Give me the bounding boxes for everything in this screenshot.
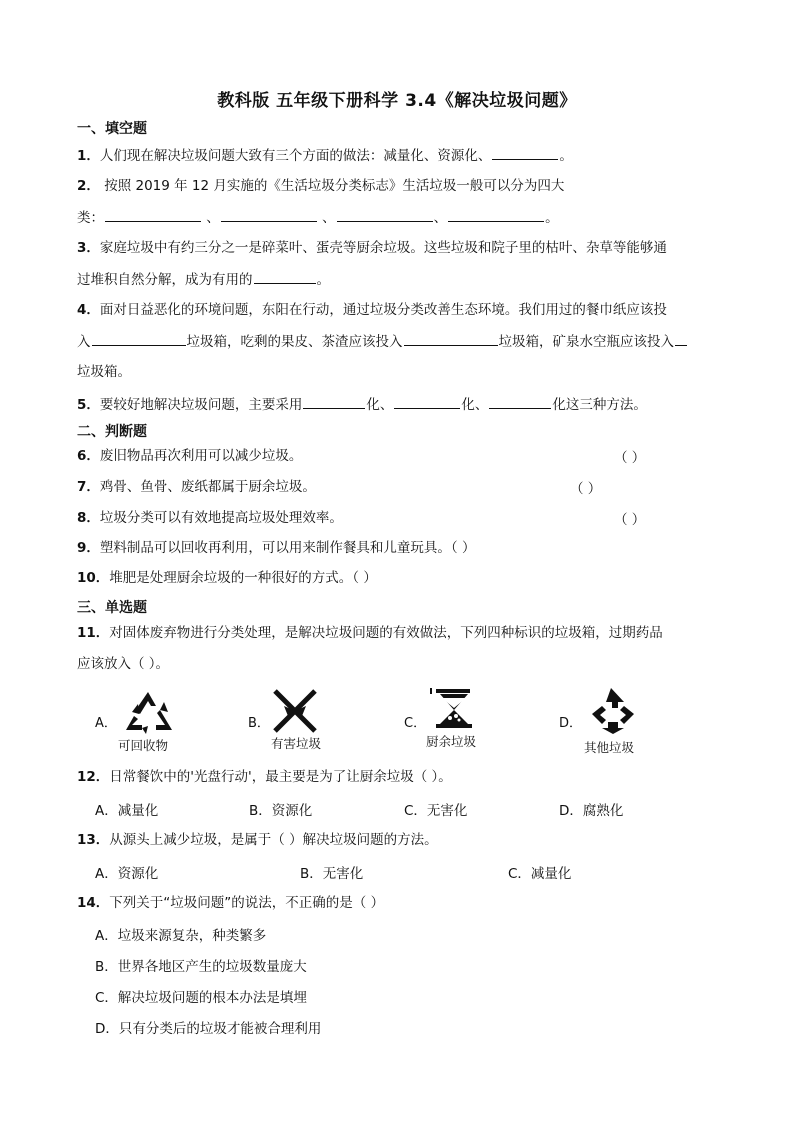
question-8 (77, 508, 343, 528)
question-text: 垃圾分类可以有效地提高垃圾处理效率。 (99, 510, 343, 526)
answer-blank[interactable] (337, 207, 433, 222)
question-number: 7． (77, 479, 100, 495)
question-text: 面对日益恶化的环境问题，东阳在行动，通过垃圾分类改善生态环境。我们用过的餐巾纸应该投 (99, 302, 667, 318)
option-d[interactable]: D．腐熟化 (559, 803, 624, 819)
question-text: 塑料制品可以回收再利用，可以用来制作餐具和儿童玩具。（ ） (99, 540, 476, 556)
question-number: 10． (77, 570, 110, 586)
punctuation: 。 (559, 148, 573, 164)
question-1 (77, 145, 573, 166)
question-number: 1． (77, 148, 100, 164)
question-text: 家庭垃圾中有约三分之一是碎菜叶、蛋壳等厨余垃圾。这些垃圾和院子里的枯叶、杂草等能够通 (99, 240, 667, 256)
question-text: 垃圾箱，矿泉水空瓶应该投入 (498, 334, 674, 350)
option-d-label[interactable]: D． (559, 716, 583, 731)
option-c[interactable]: C．解决垃圾问题的根本办法是填埋 (95, 990, 307, 1006)
answer-blank[interactable] (92, 331, 186, 346)
answer-blank[interactable] (492, 145, 558, 160)
question-number: 11． (77, 625, 110, 641)
option-c[interactable]: C．减量化 (508, 866, 572, 882)
answer-blank[interactable] (489, 394, 551, 409)
option-b-label[interactable]: B． (248, 716, 270, 731)
option-b[interactable]: B．资源化 (249, 803, 313, 819)
question-11 (77, 623, 663, 643)
question-4-line-3 (77, 362, 131, 382)
question-text: 垃圾箱，吃剩的果皮、茶渣应该投入 (186, 334, 403, 350)
punctuation: 。 (316, 272, 330, 288)
question-6 (77, 446, 302, 466)
option-d-caption: 其他垃圾 (584, 740, 635, 755)
question-number: 9． (77, 540, 100, 556)
question-number: 4． (77, 302, 100, 318)
answer-blank[interactable] (448, 207, 544, 222)
question-text: 入 (77, 334, 91, 350)
hazardous-icon[interactable] (270, 688, 320, 738)
question-13 (77, 830, 438, 850)
question-text: 从源头上减少垃圾，是属于（ ）解决垃圾问题的方法。 (109, 832, 438, 848)
answer-blank[interactable] (105, 207, 201, 222)
question-number: 3． (77, 240, 100, 256)
section-heading-single-choice: 三、单选题 (77, 600, 147, 616)
answer-blank[interactable] (221, 207, 317, 222)
question-number: 5． (77, 397, 100, 413)
question-text: 对固体废弃物进行分类处理，是解决垃圾问题的有效做法，下列四种标识的垃圾箱，过期药品 (109, 625, 663, 641)
question-number: 13． (77, 832, 110, 848)
separator: 、 (322, 210, 336, 226)
question-11-line-2 (77, 654, 169, 674)
question-14 (77, 893, 384, 913)
question-text: 按照 2019 年 12 月实施的《生活垃圾分类标志》生活垃圾一般可以分为四大 (99, 178, 565, 194)
answer-parenthesis[interactable]: （ ） (570, 481, 602, 497)
question-3-line-2 (77, 269, 330, 290)
question-number: 8． (77, 510, 100, 526)
question-text: 过堆积自然分解，成为有用的 (77, 272, 253, 288)
option-c[interactable]: C．无害化 (404, 803, 468, 819)
separator: 、 (206, 210, 220, 226)
question-number: 14． (77, 895, 110, 911)
question-text: 日常餐饮中的'光盘行动'，最主要是为了让厨余垃圾（ ）。 (109, 769, 452, 785)
question-4 (77, 300, 667, 320)
question-text: 垃圾箱。 (77, 364, 131, 380)
option-b[interactable]: B．无害化 (300, 866, 364, 882)
section-heading-true-false: 二、判断题 (77, 424, 147, 440)
option-b[interactable]: B．世界各地区产生的垃圾数量庞大 (95, 959, 307, 975)
question-7 (77, 477, 316, 497)
option-a-caption: 可回收物 (118, 738, 169, 753)
separator: 、 (433, 210, 448, 226)
question-text: 下列关于“垃圾问题”的说法，不正确的是（ ） (109, 895, 385, 911)
question-text: 化这三种方法。 (552, 397, 647, 413)
question-text: 鸡骨、鱼骨、废纸都属于厨余垃圾。 (99, 479, 316, 495)
kitchen-waste-icon[interactable] (428, 686, 480, 734)
option-a[interactable]: A．垃圾来源复杂，种类繁多 (95, 928, 267, 944)
answer-blank[interactable] (675, 331, 687, 346)
question-number: 12． (77, 769, 110, 785)
question-number: 6． (77, 448, 100, 464)
answer-parenthesis[interactable]: （ ） (614, 512, 646, 528)
answer-parenthesis[interactable]: （ ） (614, 450, 646, 466)
answer-blank[interactable] (254, 269, 316, 284)
question-text: 应该放入（ ）。 (77, 656, 170, 672)
answer-blank[interactable] (394, 394, 460, 409)
question-12 (77, 767, 452, 787)
other-waste-icon[interactable] (588, 686, 638, 740)
question-text: 化、 (461, 397, 489, 413)
question-2 (77, 176, 564, 196)
question-text: 化、 (366, 397, 394, 413)
question-text: 人们现在解决垃圾问题大致有三个方面的做法：减量化、资源化、 (99, 148, 492, 164)
section-heading-fill-in: 一、填空题 (77, 121, 147, 137)
recycle-icon[interactable] (120, 690, 176, 740)
question-2-line-2 (77, 207, 559, 228)
question-text: 要较好地解决垃圾问题，主要采用 (99, 397, 303, 413)
option-d[interactable]: D．只有分类后的垃圾才能被合理利用 (95, 1021, 322, 1037)
punctuation: 。 (545, 210, 559, 226)
option-a[interactable]: A．资源化 (95, 866, 159, 882)
question-5 (77, 394, 647, 415)
question-text: 堆肥是处理厨余垃圾的一种很好的方式。（ ） (109, 570, 377, 586)
answer-blank[interactable] (404, 331, 498, 346)
question-text: 类： (77, 210, 104, 226)
option-a-label[interactable]: A． (95, 716, 117, 731)
answer-blank[interactable] (303, 394, 365, 409)
option-b-caption: 有害垃圾 (271, 736, 322, 751)
question-4-line-2 (77, 331, 688, 352)
option-c-label[interactable]: C． (404, 716, 427, 731)
question-10 (77, 568, 377, 588)
option-a[interactable]: A．减量化 (95, 803, 159, 819)
page-title: 教科版 五年级下册科学 3.4《解决垃圾问题》 (217, 91, 577, 111)
question-3 (77, 238, 667, 258)
question-text: 废旧物品再次利用可以减少垃圾。 (99, 448, 303, 464)
question-number: 2． (77, 178, 100, 194)
option-c-caption: 厨余垃圾 (426, 734, 477, 749)
question-9 (77, 538, 475, 558)
